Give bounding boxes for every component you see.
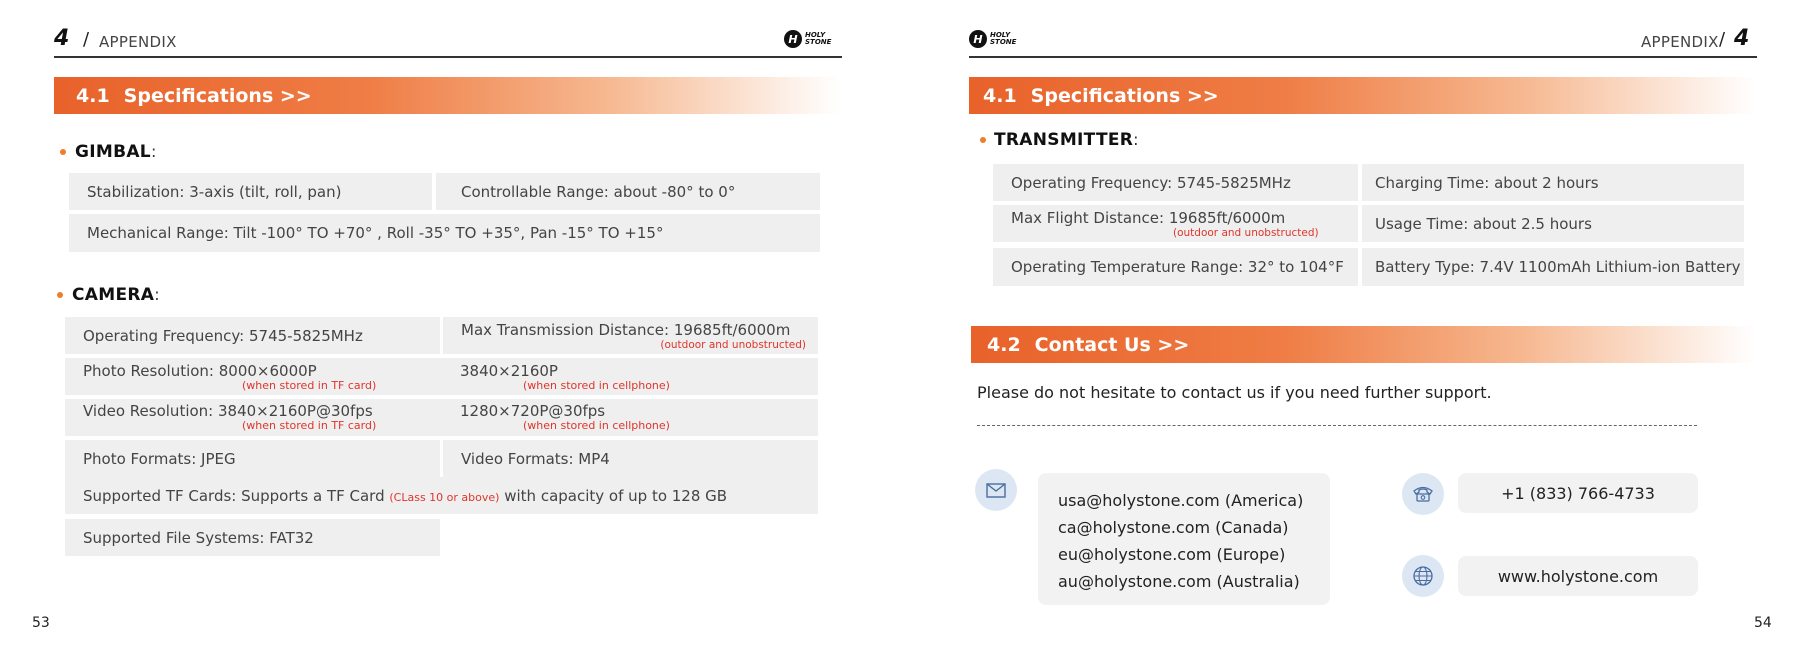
photo-resolution-tf-note: (when stored in TF card)	[242, 379, 377, 392]
phone-icon	[1402, 473, 1444, 515]
left-header-slash: /	[83, 29, 90, 50]
camera-bullet	[57, 292, 63, 298]
email-australia[interactable]: au@holystone.com (Australia)	[1058, 572, 1300, 591]
email-canada[interactable]: ca@holystone.com (Canada)	[1058, 518, 1289, 537]
video-resolution-tf: Video Resolution: 3840×2160P@30fps	[83, 402, 373, 420]
transmitter-operating-temperature: Operating Temperature Range: 32° to 104°F	[993, 248, 1358, 286]
right-header-title: APPENDIX	[1641, 33, 1719, 51]
transmitter-charging-time: Charging Time: about 2 hours	[1362, 164, 1744, 201]
camera-file-systems: Supported File Systems: FAT32	[65, 519, 440, 556]
right-holystone-logo: H HOLY STONE	[969, 30, 1016, 48]
camera-video-formats: Video Formats: MP4	[443, 440, 818, 477]
camera-operating-frequency: Operating Frequency: 5745-5825MHz	[65, 317, 440, 354]
gimbal-heading: GIMBAL:	[75, 142, 157, 162]
logo-mark-icon: H	[969, 30, 987, 48]
contact-divider	[977, 425, 1697, 426]
transmitter-bullet	[980, 137, 986, 143]
video-resolution-phone: 1280×720P@30fps	[460, 402, 606, 420]
video-resolution-phone-note: (when stored in cellphone)	[523, 419, 670, 432]
right-chapter-number: 4	[1734, 26, 1750, 51]
globe-icon	[1402, 555, 1444, 597]
email-list	[1038, 473, 1330, 605]
left-specifications-banner: 4.1 Specifications >>	[54, 77, 840, 114]
left-page-number: 53	[32, 615, 50, 631]
transmitter-operating-frequency: Operating Frequency: 5745-5825MHz	[993, 164, 1358, 201]
right-page-number: 54	[1754, 615, 1772, 631]
left-chapter-number: 4	[54, 26, 70, 51]
camera-heading: CAMERA:	[72, 285, 160, 305]
left-holystone-logo: H HOLY STONE	[784, 30, 831, 48]
gimbal-bullet	[60, 149, 66, 155]
transmitter-battery-type: Battery Type: 7.4V 1100mAh Lithium-ion Battery	[1362, 248, 1744, 286]
transmitter-heading: TRANSMITTER:	[994, 130, 1139, 150]
gimbal-mechanical-range: Mechanical Range: Tilt -100° TO +70° , Roll -35° TO +35°, Pan -15° TO +15°	[69, 214, 820, 252]
logo-mark-icon: H	[784, 30, 802, 48]
email-europe[interactable]: eu@holystone.com (Europe)	[1058, 545, 1286, 564]
photo-resolution-tf: Photo Resolution: 8000×6000P	[83, 362, 317, 380]
video-resolution-tf-note: (when stored in TF card)	[242, 419, 377, 432]
gimbal-controllable-range: Controllable Range: about -80° to 0°	[436, 173, 820, 210]
photo-resolution-phone-note: (when stored in cellphone)	[523, 379, 670, 392]
email-icon	[975, 469, 1017, 511]
camera-photo-formats: Photo Formats: JPEG	[65, 440, 440, 477]
transmitter-max-flight-distance: Max Flight Distance: 19685ft/6000m (outdoor and unobstructed)	[993, 205, 1358, 242]
right-header-rule	[969, 56, 1757, 58]
contact-us-banner: 4.2 Contact Us >>	[971, 326, 1755, 363]
photo-resolution-phone: 3840×2160P	[460, 362, 558, 380]
phone-number[interactable]: +1 (833) 766-4733	[1458, 473, 1698, 513]
gimbal-stabilization: Stabilization: 3-axis (tilt, roll, pan)	[69, 173, 432, 210]
website-link[interactable]: www.holystone.com	[1458, 556, 1698, 596]
right-header-slash: /	[1719, 29, 1726, 50]
email-america[interactable]: usa@holystone.com (America)	[1058, 491, 1304, 510]
left-header-title: APPENDIX	[99, 33, 177, 51]
camera-supported-tf-cards: Supported TF Cards: Supports a TF Card (CLass 10 or above) with capacity of up to 128 GB	[65, 477, 818, 514]
transmitter-usage-time: Usage Time: about 2.5 hours	[1362, 205, 1744, 242]
left-header-rule	[54, 56, 842, 58]
camera-max-transmission: Max Transmission Distance: 19685ft/6000m (outdoor and unobstructed)	[443, 317, 818, 354]
contact-intro: Please do not hesitate to contact us if you need further support.	[977, 383, 1492, 402]
right-specifications-banner: 4.1 Specifications >>	[969, 77, 1755, 114]
